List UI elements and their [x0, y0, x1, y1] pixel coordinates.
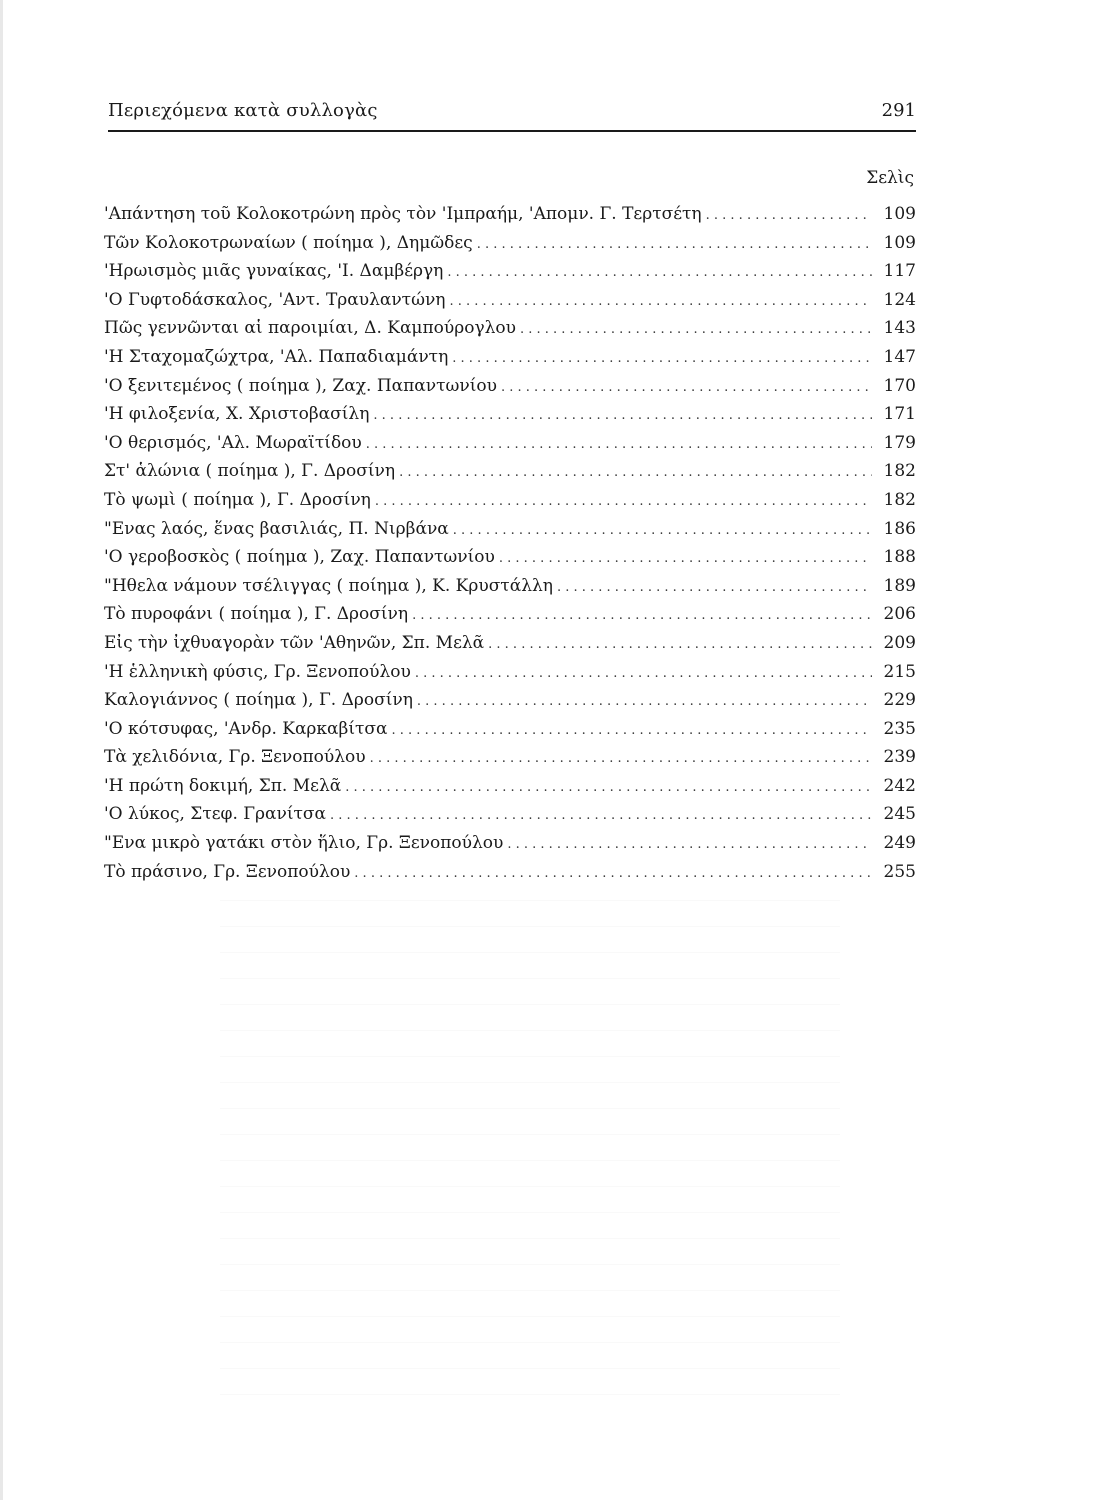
toc-entry [104, 715, 916, 744]
dot-leader [452, 343, 872, 372]
dot-leader [449, 286, 872, 315]
dot-leader [370, 743, 872, 772]
toc-entry-page: 182 [883, 489, 916, 510]
toc-entry [104, 658, 916, 687]
toc-entry-page: 109 [883, 232, 916, 253]
dot-leader [392, 715, 872, 744]
dot-leader [415, 658, 872, 687]
dot-leader [501, 372, 872, 401]
toc-entry-title: 'Απάντηση τοῦ Κολοκοτρώνη πρὸς τὸν 'Ιμπραήμ, 'Απομν. Γ. Τερτσέτη [104, 204, 702, 224]
toc-entry-title: 'Η ἑλληνικὴ φύσις, Γρ. Ξενοπούλου [104, 661, 411, 682]
page-edge-left [0, 0, 3, 1500]
toc-entry-title: 'Ο λύκος, Στεφ. Γρανίτσα [104, 804, 327, 825]
toc-entry-page: 239 [883, 747, 916, 768]
toc-entry [104, 343, 916, 372]
toc-entry-page: 235 [883, 718, 916, 739]
dot-leader [373, 400, 872, 429]
dot-leader [499, 543, 872, 572]
toc-entry-page: 206 [883, 604, 916, 625]
dot-leader [447, 257, 872, 286]
toc-entry-title: 'Ο ξενιτεμένος ( ποίημα ), Ζαχ. Παπαντωνίου [104, 375, 497, 396]
toc-entry-page: 143 [883, 318, 916, 339]
toc-entry [104, 229, 916, 258]
toc-entry-page: 171 [883, 404, 916, 425]
toc-entry [104, 400, 916, 429]
header-rule [108, 130, 916, 132]
running-title: Περιεχόμενα κατὰ συλλογὰς [108, 100, 378, 121]
toc-entry-page: 189 [883, 575, 916, 596]
toc-entry [104, 772, 916, 801]
toc-entry-title: 'Ηρωισμὸς μιᾶς γυναίκας, 'Ι. Δαμβέργη [104, 261, 444, 282]
toc-entry-page: 124 [883, 289, 916, 310]
toc-entry-title: Τὸ πράσινο, Γρ. Ξενοπούλου [104, 861, 351, 882]
toc-entry [104, 743, 916, 772]
table-of-contents [104, 200, 916, 886]
toc-entry [104, 686, 916, 715]
toc-entry-page: 229 [883, 690, 916, 711]
dot-leader [354, 858, 872, 887]
toc-entry-page: 182 [883, 461, 916, 482]
toc-entry-title: Τὰ χελιδόνια, Γρ. Ξενοπούλου [104, 747, 366, 768]
dot-leader [706, 200, 872, 229]
toc-entry-page: 245 [883, 804, 916, 825]
toc-entry [104, 372, 916, 401]
toc-entry-title: 'Ο κότσυφας, 'Ανδρ. Καρκαβίτσα [104, 718, 388, 739]
toc-entry-title: 'Η φιλοξενία, Χ. Χριστοβασίλη [104, 404, 370, 425]
toc-entry-page: 215 [883, 661, 916, 682]
page-column-heading: Σελὶς [866, 168, 914, 188]
toc-entry-title: 'Η Σταχομαζώχτρα, 'Αλ. Παπαδιαμάντη [104, 346, 449, 367]
toc-entry-page: 186 [883, 518, 916, 539]
toc-entry [104, 457, 916, 486]
toc-entry [104, 286, 916, 315]
dot-leader [399, 457, 872, 486]
toc-entry-page: 109 [883, 204, 916, 224]
toc-entry [104, 200, 916, 229]
toc-entry-title: 'Ο γεροβοσκὸς ( ποίημα ), Ζαχ. Παπαντωνίου [104, 547, 495, 568]
toc-entry [104, 629, 916, 658]
toc-entry-page: 255 [883, 861, 916, 882]
toc-entry [104, 486, 916, 515]
toc-entry [104, 858, 916, 887]
toc-entry [104, 543, 916, 572]
toc-entry [104, 314, 916, 343]
dot-leader [557, 572, 872, 601]
toc-entry-page: 170 [883, 375, 916, 396]
toc-entry-title: "Ηθελα νάμουν τσέλιγγας ( ποίημα ), Κ. Κρυστάλλη [104, 575, 553, 596]
dot-leader [330, 800, 872, 829]
page-number: 291 [881, 100, 916, 121]
dot-leader [488, 629, 872, 658]
toc-entry-title: "Ενα μικρὸ γατάκι στὸν ἥλιο, Γρ. Ξενοπούλου [104, 833, 504, 854]
toc-entry-title: 'Ο θερισμός, 'Αλ. Μωραϊτίδου [104, 432, 362, 453]
toc-entry [104, 572, 916, 601]
toc-entry-page: 249 [883, 833, 916, 854]
dot-leader [366, 429, 872, 458]
toc-entry-page: 179 [883, 432, 916, 453]
show-through-texture [220, 900, 840, 1400]
toc-entry-title: "Ενας λαός, ἕνας βασιλιάς, Π. Νιρβάνα [104, 518, 449, 539]
toc-entry-title: Στ' ἁλώνια ( ποίημα ), Γ. Δροσίνη [104, 461, 396, 482]
toc-entry-title: Τὸ πυροφάνι ( ποίημα ), Γ. Δροσίνη [104, 604, 409, 625]
dot-leader [375, 486, 872, 515]
dot-leader [345, 772, 872, 801]
toc-entry-title: Τὸ ψωμὶ ( ποίημα ), Γ. Δροσίνη [104, 489, 371, 510]
toc-entry [104, 257, 916, 286]
toc-entry-page: 147 [883, 346, 916, 367]
dot-leader [417, 686, 872, 715]
toc-entry-page: 188 [883, 547, 916, 568]
toc-entry [104, 829, 916, 858]
toc-entry-page: 117 [883, 261, 916, 282]
toc-entry-page: 242 [883, 775, 916, 796]
toc-entry-title: 'Ο Γυφτοδάσκαλος, 'Αντ. Τραυλαντώνη [104, 289, 446, 310]
toc-entry-title: Πῶς γεννῶνται αἱ παροιμίαι, Δ. Καμπούρογλου [104, 318, 516, 339]
dot-leader [477, 229, 872, 258]
toc-entry-title: 'Η πρώτη δοκιμή, Σπ. Μελᾶ [104, 775, 342, 796]
toc-entry-page: 209 [883, 632, 916, 653]
dot-leader [520, 314, 872, 343]
dot-leader [453, 515, 872, 544]
toc-entry-title: Εἰς τὴν ἰχθυαγορὰν τῶν 'Αθηνῶν, Σπ. Μελᾶ [104, 632, 485, 653]
dot-leader [507, 829, 872, 858]
dot-leader [412, 600, 872, 629]
toc-entry [104, 800, 916, 829]
toc-entry-title: Καλογιάννος ( ποίημα ), Γ. Δροσίνη [104, 690, 413, 711]
toc-entry [104, 429, 916, 458]
toc-entry-title: Τῶν Κολοκοτρωναίων ( ποίημα ), Δημῶδες [104, 232, 473, 253]
toc-entry [104, 515, 916, 544]
running-header [108, 100, 916, 128]
toc-entry [104, 600, 916, 629]
